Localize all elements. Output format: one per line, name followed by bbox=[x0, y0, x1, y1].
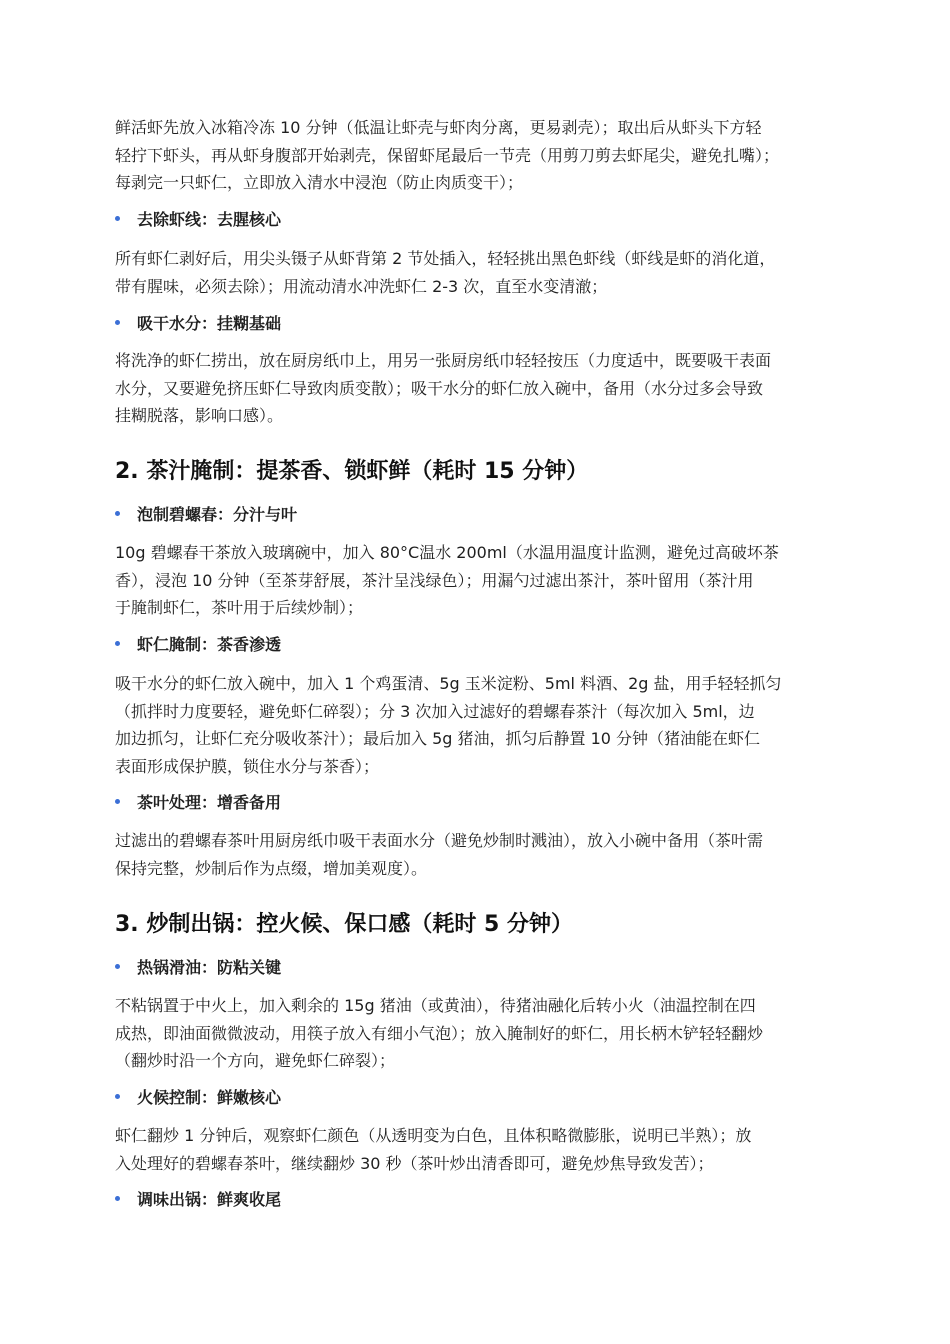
bullet-tea-leaves bbox=[115, 792, 281, 814]
text-line: （抓拌时力度要轻，避免虾仁碎裂）；分 3 次加入过滤好的碧螺春茶汁（每次加入 5ml，边 bbox=[115, 701, 755, 721]
text-line: 加边抓匀，让虾仁充分吸收茶汁）；最后加入 5g 猪油，抓匀后静置 10 分钟（猪油能在虾仁 bbox=[115, 729, 761, 748]
text-line: 轻拧下虾头，再从虾身腹部开始剥壳，保留虾尾最后一节壳（用剪刀剪去虾尾尖，避免扎嘴）； bbox=[115, 145, 780, 165]
text-line: 吸干水分的虾仁放入碗中，加入 1 个鸡蛋清、5g 玉米淀粉、5ml 料酒、2g 盐，用手轻轻抓匀 bbox=[115, 674, 782, 693]
text-line: 保持完整，炒制后作为点缀，增加美观度）。 bbox=[115, 858, 428, 878]
text-line: 于腌制虾仁，茶叶用于后续炒制）； bbox=[115, 598, 364, 617]
paragraph-heat-control bbox=[115, 1122, 840, 1177]
bullet-heat-control bbox=[115, 1087, 281, 1109]
text-line: 虾仁翻炒 1 分钟后，观察虾仁颜色（从透明变为白色，且体积略微膨胀，说明已半熟）；放 bbox=[115, 1126, 752, 1145]
text-line: 挂糊脱落，影响口感）。 bbox=[115, 406, 284, 425]
bullet-dot-icon bbox=[115, 964, 120, 969]
bullet-label: 火候控制：鲜嫩核心 bbox=[137, 1088, 282, 1107]
bullet-label: 吸干水分：挂糊基础 bbox=[137, 314, 282, 333]
text-line: 水分，又要避免挤压虾仁导致肉质变散）；吸干水分的虾仁放入碗中，备用（水分过多会导致 bbox=[115, 378, 764, 398]
bullet-label: 虾仁腌制：茶香渗透 bbox=[137, 635, 282, 654]
bullet-dry-water bbox=[115, 313, 281, 335]
bullet-dot-icon bbox=[115, 511, 120, 516]
text-line: 香），浸泡 10 分钟（至茶芽舒展，茶汁呈浅绿色）；用漏勺过滤出茶汁，茶叶留用（茶汁用 bbox=[115, 570, 754, 590]
paragraph-brew bbox=[115, 539, 840, 622]
text-line: 不粘锅置于中火上，加入剩余的 15g 猪油（或黄油），待猪油融化后转小火（油温控制在四 bbox=[115, 996, 756, 1015]
text-line: 10g 碧螺春干茶放入玻璃碗中，加入 80°C温水 200ml（水温用温度计监测，避免过高破坏茶 bbox=[115, 543, 779, 562]
text-line: 每剥完一只虾仁，立即放入清水中浸泡（防止肉质变干）； bbox=[115, 173, 524, 192]
bullet-season-serve bbox=[115, 1189, 281, 1211]
bullet-remove-vein bbox=[115, 209, 281, 231]
bullet-label: 热锅滑油：防粘关键 bbox=[137, 958, 282, 977]
text-line: 成热，即油面微微波动，用筷子放入有细小气泡）；放入腌制好的虾仁，用长柄木铲轻轻翻炒 bbox=[115, 1023, 764, 1043]
bullet-brew-tea bbox=[115, 504, 297, 526]
bullet-dot-icon bbox=[115, 641, 120, 646]
paragraph-tea-leaves bbox=[115, 827, 840, 882]
text-line: 带有腥味，必须去除）；用流动清水冲洗虾仁 2-3 次，直至水变清澈； bbox=[115, 276, 608, 296]
section-heading-3: 3. 炒制出锅：控火候、保口感（耗时 5 分钟） bbox=[115, 912, 573, 937]
bullet-label: 去除虾线：去腥核心 bbox=[137, 210, 282, 229]
text-line: 表面形成保护膜，锁住水分与茶香）； bbox=[115, 756, 380, 776]
paragraph-vein bbox=[115, 245, 840, 300]
bullet-dot-icon bbox=[115, 1196, 120, 1201]
bullet-dot-icon bbox=[115, 799, 120, 804]
text-line: 鲜活虾先放入冰箱冷冻 10 分钟（低温让虾壳与虾肉分离，更易剥壳）；取出后从虾头下方轻 bbox=[115, 118, 762, 137]
text-line: 入处理好的碧螺春茶叶，继续翻炒 30 秒（茶叶炒出清香即可，避免炒焦导致发苦）； bbox=[115, 1153, 714, 1173]
section-heading-2: 2. 茶汁腌制：提茶香、锁虾鲜（耗时 15 分钟） bbox=[115, 459, 589, 484]
bullet-hot-pan bbox=[115, 957, 281, 979]
bullet-marinate bbox=[115, 634, 281, 656]
paragraph-marinate bbox=[115, 670, 840, 780]
text-line: 将洗净的虾仁捞出，放在厨房纸巾上，用另一张厨房纸巾轻轻按压（力度适中，既要吸干表面 bbox=[115, 351, 772, 370]
bullet-dot-icon bbox=[115, 320, 120, 325]
bullet-label: 调味出锅：鲜爽收尾 bbox=[137, 1190, 282, 1209]
bullet-dot-icon bbox=[115, 1094, 120, 1099]
paragraph-dry bbox=[115, 347, 840, 430]
text-line: 过滤出的碧螺春茶叶用厨房纸巾吸干表面水分（避免炒制时溅油），放入小碗中备用（茶叶需 bbox=[115, 831, 764, 850]
bullet-label: 泡制碧螺春：分汁与叶 bbox=[137, 505, 298, 524]
paragraph-peel bbox=[115, 114, 840, 197]
text-line: 所有虾仁剥好后，用尖头镊子从虾背第 2 节处插入，轻轻挑出黑色虾线（虾线是虾的消化道， bbox=[115, 249, 776, 268]
bullet-dot-icon bbox=[115, 216, 120, 221]
text-line: （翻炒时沿一个方向，避免虾仁碎裂）； bbox=[115, 1051, 396, 1070]
bullet-label: 茶叶处理：增香备用 bbox=[137, 793, 282, 812]
paragraph-hot-pan bbox=[115, 992, 840, 1075]
